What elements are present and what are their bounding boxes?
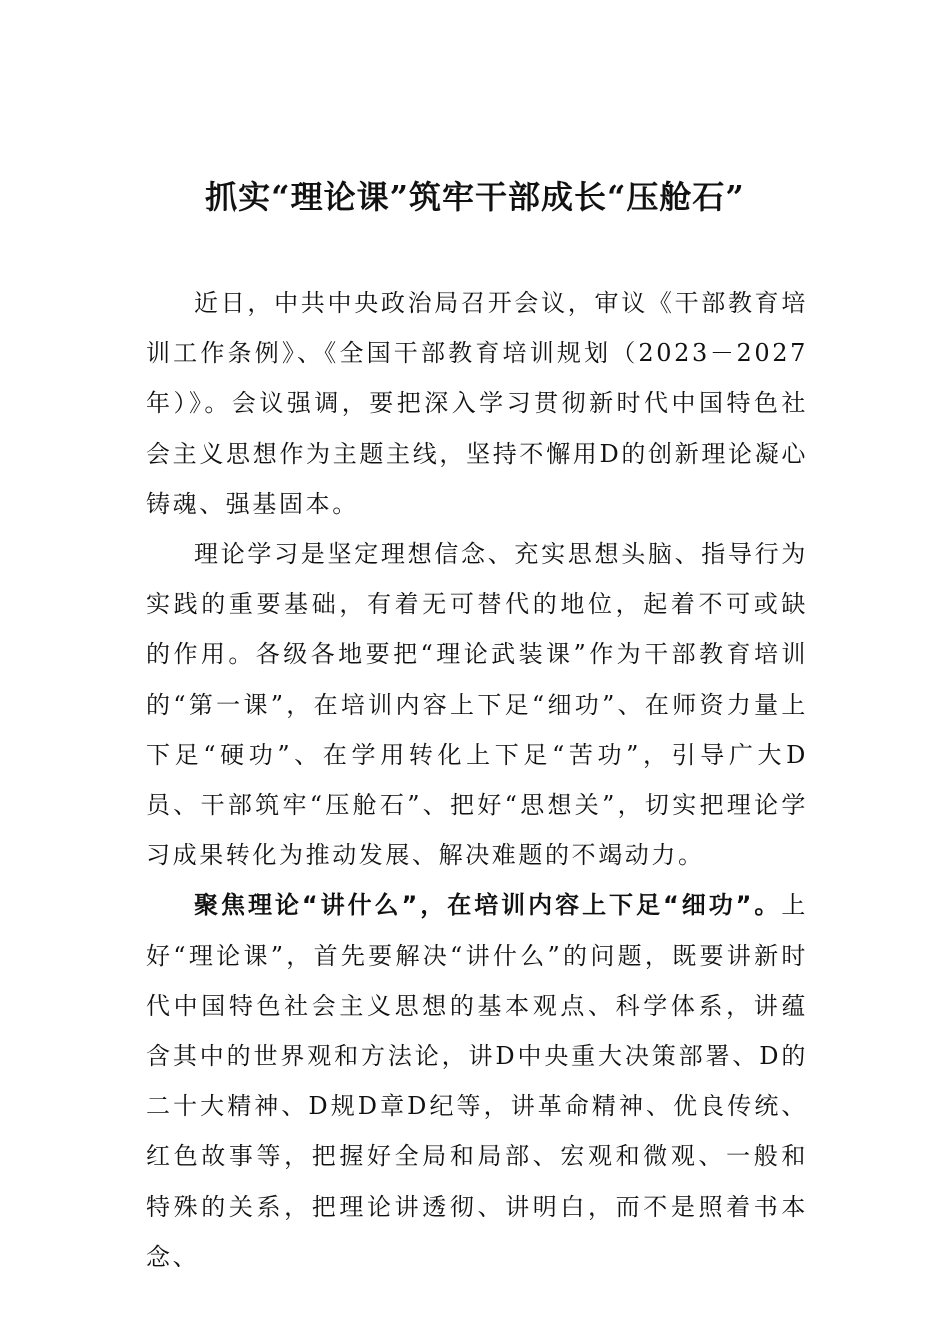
paragraph-3-lead-heading: 聚焦理论“讲什么”，在培训内容上下足“细功”。 [194,891,782,920]
document-title: 抓实“理论课”筑牢干部成长“压舱石” [205,178,745,216]
paragraph-3 [146,880,808,1282]
paragraph-1 [146,278,808,529]
paragraph-3-text: 上好“理论课”，首先要解决“讲什么”的问题，既要讲新时代中国特色社会主义思想的基本观点、科学体系，讲蕴含其中的世界观和方法论，讲D中央重大决策部署、D的二十大精神、D规D章D纪等，讲革命精神、优良传统、红色故事等，把握好全局和局部、宏观和微观、一般和特殊的关系，把理论讲透彻、讲明白，而不是照着书本念、 [146,891,808,1271]
paragraph-2 [146,529,808,880]
paragraph-1-text: 近日，中共中央政治局召开会议，审议《干部教育培训工作条例》、《全国干部教育培训规划（2023－2027年）》。会议强调，要把深入学习贯彻新时代中国特色社会主义思想作为主题主线，坚持不懈用D的创新理论凝心铸魂、强基固本。 [146,289,808,518]
document-body [146,278,808,1282]
paragraph-2-text: 理论学习是坚定理想信念、充实思想头脑、指导行为实践的重要基础，有着无可替代的地位，起着不可或缺的作用。各级各地要把“理论武装课”作为干部教育培训的“第一课”，在培训内容上下足“细功”、在师资力量上下足“硬功”、在学用转化上下足“苦功”，引导广大D员、干部筑牢“压舱石”、把好“思想关”，切实把理论学习成果转化为推动发展、解决难题的不竭动力。 [146,540,808,870]
